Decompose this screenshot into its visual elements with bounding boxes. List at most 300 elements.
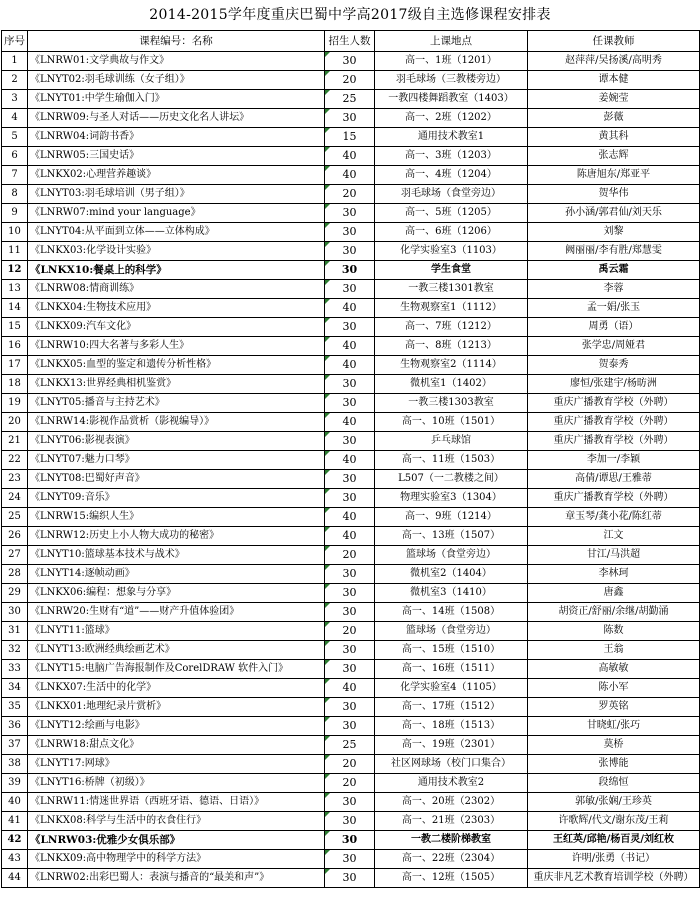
cell-location: 高一、12班（1505） <box>375 869 528 888</box>
table-row <box>2 432 700 451</box>
table-row <box>2 489 700 508</box>
cell-teacher: 阙丽丽/李有胜/郑慧雯 <box>528 242 700 261</box>
cell-flag-icon <box>325 489 330 494</box>
cell-enrollment <box>325 204 375 223</box>
cell-course-name: 《LNRW03:优雅少女俱乐部》 <box>28 831 325 850</box>
cell-location: 篮球场（食堂旁边） <box>375 546 528 565</box>
cell-enrollment <box>325 413 375 432</box>
table-row <box>2 641 700 660</box>
cell-seq: 9 <box>2 204 28 223</box>
cell-course-name: 《LNRW04:词韵书香》 <box>28 128 325 147</box>
cell-flag-icon <box>325 831 330 836</box>
table-row <box>2 109 700 128</box>
cell-seq: 30 <box>2 603 28 622</box>
cell-enrollment <box>325 736 375 755</box>
enrollment-value: 40 <box>342 453 357 466</box>
cell-course-name: 《LNRW09:与圣人对话——历史文化名人讲坛》 <box>28 109 325 128</box>
table-body <box>2 52 700 888</box>
cell-teacher: 禹云霜 <box>528 261 700 280</box>
cell-course-name: 《LNYT16:桥牌（初级）》 <box>28 774 325 793</box>
enrollment-value: 40 <box>342 415 357 428</box>
enrollment-value: 30 <box>342 643 357 656</box>
cell-course-name: 《LNKX05:血型的鉴定和遗传分析性格》 <box>28 356 325 375</box>
cell-enrollment <box>325 527 375 546</box>
cell-location: 高一、5班（1205） <box>375 204 528 223</box>
enrollment-value: 30 <box>341 833 358 846</box>
cell-flag-icon <box>325 451 330 456</box>
cell-teacher: 贺华伟 <box>528 185 700 204</box>
enrollment-value: 30 <box>342 396 357 409</box>
cell-teacher: 周勇（语） <box>528 318 700 337</box>
cell-flag-icon <box>325 185 330 190</box>
cell-teacher: 唐鑫 <box>528 584 700 603</box>
cell-seq: 13 <box>2 280 28 299</box>
cell-location: 学生食堂 <box>375 261 528 280</box>
header-seq: 序号 <box>2 31 28 52</box>
cell-flag-icon <box>325 166 330 171</box>
cell-seq: 16 <box>2 337 28 356</box>
cell-seq: 27 <box>2 546 28 565</box>
cell-location: 高一、16班（1511） <box>375 660 528 679</box>
cell-enrollment <box>325 451 375 470</box>
cell-location: 生物观察室2（1114） <box>375 356 528 375</box>
cell-flag-icon <box>325 280 330 285</box>
table-row <box>2 356 700 375</box>
cell-enrollment <box>325 831 375 850</box>
cell-teacher: 赵萍萍/吴扬溪/高明秀 <box>528 52 700 71</box>
cell-teacher: 高敏敏 <box>528 660 700 679</box>
cell-flag-icon <box>325 90 330 95</box>
cell-enrollment <box>325 109 375 128</box>
cell-seq: 2 <box>2 71 28 90</box>
cell-teacher: 江文 <box>528 527 700 546</box>
cell-course-name: 《LNKX13:世界经典相机鉴赏》 <box>28 375 325 394</box>
header-row <box>2 31 700 52</box>
cell-enrollment <box>325 565 375 584</box>
cell-location: 高一、19班（2301） <box>375 736 528 755</box>
cell-flag-icon <box>325 508 330 513</box>
cell-seq: 17 <box>2 356 28 375</box>
cell-location: 乒乓球馆 <box>375 432 528 451</box>
enrollment-value: 40 <box>342 301 357 314</box>
enrollment-value: 30 <box>342 814 357 827</box>
cell-course-name: 《LNRW02:出彩巴蜀人：表演与播音的“最美和声”》 <box>28 869 325 888</box>
cell-location: 高一、22班（2304） <box>375 850 528 869</box>
table-row <box>2 603 700 622</box>
cell-flag-icon <box>325 147 330 152</box>
cell-enrollment <box>325 622 375 641</box>
cell-enrollment <box>325 812 375 831</box>
table-row <box>2 185 700 204</box>
cell-location: 高一、1班（1201） <box>375 52 528 71</box>
cell-location: 高一、18班（1513） <box>375 717 528 736</box>
cell-course-name: 《LNRW07:mind your language》 <box>28 204 325 223</box>
cell-seq: 3 <box>2 90 28 109</box>
cell-teacher: 谭本健 <box>528 71 700 90</box>
cell-course-name: 《LNYT14:逐帧动画》 <box>28 565 325 584</box>
enrollment-value: 25 <box>342 92 357 105</box>
cell-teacher: 黄其科 <box>528 128 700 147</box>
cell-seq: 39 <box>2 774 28 793</box>
cell-location: 高一、14班（1508） <box>375 603 528 622</box>
cell-location: 一教三楼1301教室 <box>375 280 528 299</box>
table-row <box>2 223 700 242</box>
enrollment-value: 30 <box>342 320 357 333</box>
cell-enrollment <box>325 166 375 185</box>
enrollment-value: 30 <box>342 491 357 504</box>
table-row <box>2 698 700 717</box>
enrollment-value: 30 <box>342 852 357 865</box>
cell-seq: 26 <box>2 527 28 546</box>
cell-teacher: 李加一/李颖 <box>528 451 700 470</box>
cell-seq: 22 <box>2 451 28 470</box>
cell-teacher: 张志辉 <box>528 147 700 166</box>
cell-seq: 40 <box>2 793 28 812</box>
course-schedule-table <box>1 30 700 888</box>
table-row <box>2 679 700 698</box>
table-row <box>2 470 700 489</box>
cell-flag-icon <box>325 546 330 551</box>
table-row <box>2 565 700 584</box>
cell-flag-icon <box>325 736 330 741</box>
cell-flag-icon <box>325 698 330 703</box>
cell-course-name: 《LNRW14:影视作品赏析（影视编导）》 <box>28 413 325 432</box>
cell-course-name: 《LNYT06:影视表演》 <box>28 432 325 451</box>
cell-enrollment <box>325 356 375 375</box>
enrollment-value: 30 <box>342 871 357 884</box>
cell-location: 篮球场（食堂旁边） <box>375 622 528 641</box>
cell-flag-icon <box>325 717 330 722</box>
cell-enrollment <box>325 337 375 356</box>
cell-seq: 10 <box>2 223 28 242</box>
cell-seq: 29 <box>2 584 28 603</box>
cell-enrollment <box>325 717 375 736</box>
cell-course-name: 《LNRW11:情迷世界语（西班牙语、德语、日语）》 <box>28 793 325 812</box>
cell-flag-icon <box>325 394 330 399</box>
table-row <box>2 261 700 280</box>
cell-flag-icon <box>325 413 330 418</box>
cell-teacher: 重庆广播教育学校（外聘） <box>528 432 700 451</box>
table-row <box>2 774 700 793</box>
cell-location: 羽毛球场（食堂旁边） <box>375 185 528 204</box>
cell-flag-icon <box>325 622 330 627</box>
enrollment-value: 40 <box>342 681 357 694</box>
cell-teacher: 廖恒/张建宇/杨昉洲 <box>528 375 700 394</box>
enrollment-value: 30 <box>342 586 357 599</box>
enrollment-value: 30 <box>342 206 357 219</box>
cell-seq: 20 <box>2 413 28 432</box>
table-row <box>2 622 700 641</box>
cell-location: 微机室2（1404） <box>375 565 528 584</box>
cell-course-name: 《LNYT10:篮球基本技术与战术》 <box>28 546 325 565</box>
cell-enrollment <box>325 869 375 888</box>
cell-seq: 24 <box>2 489 28 508</box>
cell-seq: 4 <box>2 109 28 128</box>
enrollment-value: 15 <box>342 130 357 143</box>
cell-location: 高一、4班（1204） <box>375 166 528 185</box>
cell-flag-icon <box>325 318 330 323</box>
table-row <box>2 546 700 565</box>
cell-teacher: 罗英铭 <box>528 698 700 717</box>
table-row <box>2 280 700 299</box>
cell-location: 高一、15班（1510） <box>375 641 528 660</box>
cell-location: 高一、2班（1202） <box>375 109 528 128</box>
cell-teacher: 章玉琴/龚小花/陈红蒂 <box>528 508 700 527</box>
table-row <box>2 755 700 774</box>
cell-teacher: 陈唐旭东/郑亚平 <box>528 166 700 185</box>
enrollment-value: 25 <box>342 738 357 751</box>
cell-teacher: 贺泰秀 <box>528 356 700 375</box>
enrollment-value: 30 <box>342 111 357 124</box>
table-row <box>2 71 700 90</box>
cell-seq: 15 <box>2 318 28 337</box>
cell-flag-icon <box>325 356 330 361</box>
cell-course-name: 《LNKX09:高中物理学中的科学方法》 <box>28 850 325 869</box>
cell-seq: 6 <box>2 147 28 166</box>
enrollment-value: 30 <box>342 377 357 390</box>
cell-course-name: 《LNRW12:历史上小人物大成功的秘密》 <box>28 527 325 546</box>
enrollment-value: 30 <box>342 719 357 732</box>
enrollment-value: 30 <box>342 605 357 618</box>
cell-flag-icon <box>325 52 330 57</box>
enrollment-value: 30 <box>342 567 357 580</box>
cell-enrollment <box>325 603 375 622</box>
cell-enrollment <box>325 375 375 394</box>
enrollment-value: 30 <box>341 263 358 276</box>
cell-enrollment <box>325 546 375 565</box>
cell-enrollment <box>325 261 375 280</box>
cell-course-name: 《LNYT11:篮球》 <box>28 622 325 641</box>
cell-teacher: 彭薇 <box>528 109 700 128</box>
cell-location: 一教四楼舞蹈教室（1403） <box>375 90 528 109</box>
table-row <box>2 90 700 109</box>
cell-teacher: 重庆非凡艺术教育培训学校（外聘） <box>528 869 700 888</box>
cell-teacher: 许歌辉/代文/谢东茂/王莉 <box>528 812 700 831</box>
enrollment-value: 40 <box>342 168 357 181</box>
cell-seq: 18 <box>2 375 28 394</box>
cell-location: 微机室1（1402） <box>375 375 528 394</box>
cell-course-name: 《LNYT09:音乐》 <box>28 489 325 508</box>
cell-enrollment <box>325 128 375 147</box>
table-row <box>2 204 700 223</box>
cell-seq: 44 <box>2 869 28 888</box>
table-row <box>2 831 700 850</box>
header-teacher: 任课教师 <box>528 31 700 52</box>
enrollment-value: 30 <box>342 54 357 67</box>
cell-course-name: 《LNKX06:编程：想象与分享》 <box>28 584 325 603</box>
table-row <box>2 812 700 831</box>
cell-flag-icon <box>325 869 330 874</box>
enrollment-value: 20 <box>342 187 357 200</box>
cell-teacher: 王翁 <box>528 641 700 660</box>
table-row <box>2 527 700 546</box>
cell-seq: 41 <box>2 812 28 831</box>
cell-enrollment <box>325 755 375 774</box>
cell-teacher: 李林珂 <box>528 565 700 584</box>
cell-seq: 1 <box>2 52 28 71</box>
enrollment-value: 30 <box>342 700 357 713</box>
table-row <box>2 394 700 413</box>
cell-location: 通用技术教室1 <box>375 128 528 147</box>
enrollment-value: 20 <box>342 548 357 561</box>
cell-location: L507（一二教楼之间） <box>375 470 528 489</box>
cell-course-name: 《LNYT15:电脑广告海报制作及CorelDRAW 软件入门》 <box>28 660 325 679</box>
cell-enrollment <box>325 584 375 603</box>
cell-seq: 12 <box>2 261 28 280</box>
table-row <box>2 793 700 812</box>
cell-seq: 14 <box>2 299 28 318</box>
cell-teacher: 张博能 <box>528 755 700 774</box>
cell-location: 通用技术教室2 <box>375 774 528 793</box>
cell-teacher: 刘黎 <box>528 223 700 242</box>
enrollment-value: 40 <box>342 510 357 523</box>
cell-course-name: 《LNYT03:羽毛球培训（男子组）》 <box>28 185 325 204</box>
cell-teacher: 陈数 <box>528 622 700 641</box>
enrollment-value: 30 <box>342 662 357 675</box>
cell-course-name: 《LNYT07:魅力口琴》 <box>28 451 325 470</box>
enrollment-value: 30 <box>342 244 357 257</box>
cell-flag-icon <box>325 774 330 779</box>
cell-seq: 23 <box>2 470 28 489</box>
table-row <box>2 318 700 337</box>
cell-course-name: 《LNKX02:心理营养趣谈》 <box>28 166 325 185</box>
cell-enrollment <box>325 698 375 717</box>
cell-course-name: 《LNRW10:四大名著与多彩人生》 <box>28 337 325 356</box>
cell-enrollment <box>325 793 375 812</box>
cell-enrollment <box>325 147 375 166</box>
cell-location: 微机室3（1410） <box>375 584 528 603</box>
enrollment-value: 20 <box>342 73 357 86</box>
enrollment-value: 30 <box>342 225 357 238</box>
cell-teacher: 段绵恒 <box>528 774 700 793</box>
cell-teacher: 甘江/马洪超 <box>528 546 700 565</box>
cell-course-name: 《LNKX01:地理纪录片赏析》 <box>28 698 325 717</box>
cell-course-name: 《LNYT17:网球》 <box>28 755 325 774</box>
cell-enrollment <box>325 318 375 337</box>
cell-location: 高一、21班（2303） <box>375 812 528 831</box>
cell-enrollment <box>325 489 375 508</box>
cell-location: 高一、6班（1206） <box>375 223 528 242</box>
cell-flag-icon <box>325 109 330 114</box>
cell-enrollment <box>325 679 375 698</box>
cell-location: 物理实验室3（1304） <box>375 489 528 508</box>
cell-seq: 28 <box>2 565 28 584</box>
cell-enrollment <box>325 299 375 318</box>
enrollment-value: 20 <box>342 757 357 770</box>
header-location: 上课地点 <box>375 31 528 52</box>
cell-flag-icon <box>325 527 330 532</box>
cell-flag-icon <box>325 641 330 646</box>
cell-teacher: 姜婉莹 <box>528 90 700 109</box>
cell-enrollment <box>325 185 375 204</box>
cell-flag-icon <box>325 375 330 380</box>
page-title: 2014-2015学年度重庆巴蜀中学高2017级自主选修课程安排表 <box>149 7 551 23</box>
cell-teacher: 王红英/邱艳/杨百灵/刘红枚 <box>528 831 700 850</box>
table-row <box>2 584 700 603</box>
cell-course-name: 《LNKX04:生物技术应用》 <box>28 299 325 318</box>
table-row <box>2 337 700 356</box>
cell-course-name: 《LNYT02:羽毛球训练（女子组）》 <box>28 71 325 90</box>
cell-flag-icon <box>325 793 330 798</box>
cell-location: 化学实验室3（1103） <box>375 242 528 261</box>
table-row <box>2 869 700 888</box>
cell-flag-icon <box>325 470 330 475</box>
enrollment-value: 40 <box>342 339 357 352</box>
cell-enrollment <box>325 223 375 242</box>
cell-course-name: 《LNRW08:情商训练》 <box>28 280 325 299</box>
cell-flag-icon <box>325 603 330 608</box>
cell-enrollment <box>325 432 375 451</box>
cell-flag-icon <box>325 337 330 342</box>
cell-enrollment <box>325 394 375 413</box>
cell-enrollment <box>325 660 375 679</box>
enrollment-value: 30 <box>342 795 357 808</box>
cell-flag-icon <box>325 850 330 855</box>
table-row <box>2 717 700 736</box>
table-row <box>2 147 700 166</box>
cell-flag-icon <box>325 261 330 266</box>
enrollment-value: 30 <box>342 472 357 485</box>
table-row <box>2 660 700 679</box>
cell-location: 羽毛球场（三教楼旁边） <box>375 71 528 90</box>
header-enrollment: 招生人数 <box>325 31 375 52</box>
cell-course-name: 《LNYT12:绘画与电影》 <box>28 717 325 736</box>
cell-location: 高一、9班（1214） <box>375 508 528 527</box>
cell-location: 生物观察室1（1112） <box>375 299 528 318</box>
cell-enrollment <box>325 470 375 489</box>
cell-flag-icon <box>325 71 330 76</box>
enrollment-value: 40 <box>342 358 357 371</box>
cell-location: 高一、3班（1203） <box>375 147 528 166</box>
cell-location: 高一、10班（1501） <box>375 413 528 432</box>
cell-teacher: 李蓉 <box>528 280 700 299</box>
cell-location: 高一、20班（2302） <box>375 793 528 812</box>
cell-teacher: 重庆广播教育学校（外聘） <box>528 394 700 413</box>
cell-seq: 43 <box>2 850 28 869</box>
cell-course-name: 《LNRW15:编织人生》 <box>28 508 325 527</box>
cell-enrollment <box>325 242 375 261</box>
enrollment-value: 20 <box>342 776 357 789</box>
cell-flag-icon <box>325 812 330 817</box>
cell-teacher: 陈小军 <box>528 679 700 698</box>
cell-course-name: 《LNRW01:文学典故与作文》 <box>28 52 325 71</box>
cell-enrollment <box>325 71 375 90</box>
cell-seq: 25 <box>2 508 28 527</box>
cell-location: 高一、7班（1212） <box>375 318 528 337</box>
cell-enrollment <box>325 641 375 660</box>
cell-teacher: 许明/张勇（书记） <box>528 850 700 869</box>
cell-course-name: 《LNKX09:汽车文化》 <box>28 318 325 337</box>
cell-location: 高一、8班（1213） <box>375 337 528 356</box>
cell-flag-icon <box>325 660 330 665</box>
cell-seq: 21 <box>2 432 28 451</box>
cell-seq: 5 <box>2 128 28 147</box>
table-row <box>2 299 700 318</box>
table-row <box>2 242 700 261</box>
cell-seq: 11 <box>2 242 28 261</box>
table-row <box>2 736 700 755</box>
cell-enrollment <box>325 52 375 71</box>
table-row <box>2 850 700 869</box>
cell-location: 高一、17班（1512） <box>375 698 528 717</box>
cell-course-name: 《LNYT01:中学生瑜伽入门》 <box>28 90 325 109</box>
cell-flag-icon <box>325 204 330 209</box>
enrollment-value: 20 <box>342 624 357 637</box>
cell-teacher: 重庆广播教育学校（外聘） <box>528 413 700 432</box>
cell-teacher: 高倩/谭思/王雅蒂 <box>528 470 700 489</box>
cell-seq: 42 <box>2 831 28 850</box>
table-row <box>2 508 700 527</box>
